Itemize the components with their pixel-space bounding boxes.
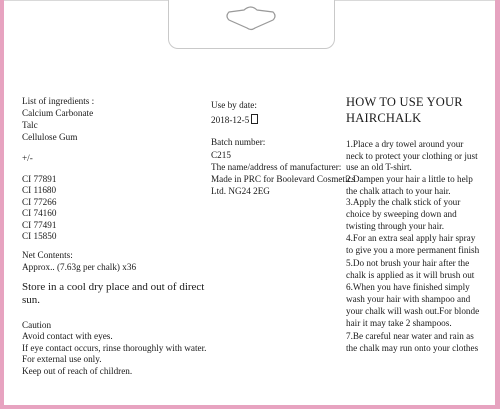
- hang-hole-icon: [169, 0, 334, 48]
- manufacturer-line: Made in PRC for Boolevard Cosmetics: [211, 174, 356, 184]
- batch-label: Batch number:: [211, 137, 266, 147]
- caution-line: Avoid contact with eyes.: [22, 331, 113, 341]
- howto-line: use an old T-shirt.: [346, 162, 412, 172]
- pigment-item: CI 77266: [22, 197, 57, 207]
- hang-tab: [168, 0, 335, 49]
- use-by-value: 2018-12-5: [211, 115, 250, 125]
- use-by-label: Use by date:: [211, 100, 257, 110]
- howto-line: 5.Do not brush your hair after the: [346, 258, 470, 268]
- caution-heading: Caution: [22, 320, 52, 330]
- ingredients-heading: List of ingredients :: [22, 96, 95, 106]
- net-contents-value: Approx.. (7.63g per chalk) x36: [22, 262, 137, 272]
- howto-line: hair it may take 2 shampoos.: [346, 318, 452, 328]
- howto-line: your chalk will wash out.For blonde: [346, 306, 480, 316]
- manufacturer-line: Ltd. NG24 2EG: [211, 186, 270, 196]
- howto-line: 7.Be careful near water and rain as: [346, 331, 474, 341]
- manufacturer-line: The name/address of manufacturer:: [211, 162, 342, 172]
- pigment-item: CI 77891: [22, 174, 57, 184]
- storage-line: sun.: [22, 294, 41, 306]
- howto-line: 6.When you have finished simply: [346, 282, 470, 292]
- batch-value: C215: [211, 150, 231, 160]
- howto-title: HAIRCHALK: [346, 111, 422, 125]
- pigment-item: CI 15850: [22, 231, 57, 241]
- howto-line: choice by sweeping down and: [346, 209, 457, 219]
- howto-line: 3.Apply the chalk stick of your: [346, 197, 461, 207]
- howto-line: to give you a more permanent finish: [346, 245, 480, 255]
- pigment-item: CI 77491: [22, 220, 57, 230]
- pink-border-bottom: [0, 405, 500, 409]
- ingredient-separator: +/-: [22, 153, 33, 163]
- howto-line: neck to protect your clothing or just: [346, 151, 478, 161]
- caution-line: If eye contact occurs, rinse thoroughly with water.: [22, 343, 207, 353]
- ingredient-item: Calcium Carbonate: [22, 108, 94, 118]
- caution-line: For external use only.: [22, 354, 102, 364]
- ingredient-item: Cellulose Gum: [22, 132, 78, 142]
- storage-line: Store in a cool dry place and out of direct: [22, 281, 205, 293]
- stamp-mark-icon: [251, 114, 258, 124]
- howto-line: the chalk may run onto your clothes: [346, 343, 479, 353]
- howto-title: HOW TO USE YOUR: [346, 95, 463, 109]
- pigment-item: CI 74160: [22, 208, 57, 218]
- howto-line: chalk is applied as it will brush out: [346, 270, 475, 280]
- howto-line: wash your hair with shampoo and: [346, 294, 471, 304]
- caution-line: Keep out of reach of children.: [22, 366, 133, 376]
- howto-line: the chalk attach to your hair.: [346, 186, 451, 196]
- use-by-value-row: [211, 114, 258, 126]
- net-contents-heading: Net Contents:: [22, 250, 73, 260]
- howto-line: twisting through your hair.: [346, 221, 444, 231]
- howto-line: 2.Dampen your hair a little to help: [346, 174, 473, 184]
- pink-border-right: [495, 0, 500, 409]
- pigment-item: CI 11680: [22, 185, 57, 195]
- howto-line: 4.For an extra seal apply hair spray: [346, 233, 476, 243]
- ingredient-item: Talc: [22, 120, 38, 130]
- howto-line: 1.Place a dry towel around your: [346, 139, 464, 149]
